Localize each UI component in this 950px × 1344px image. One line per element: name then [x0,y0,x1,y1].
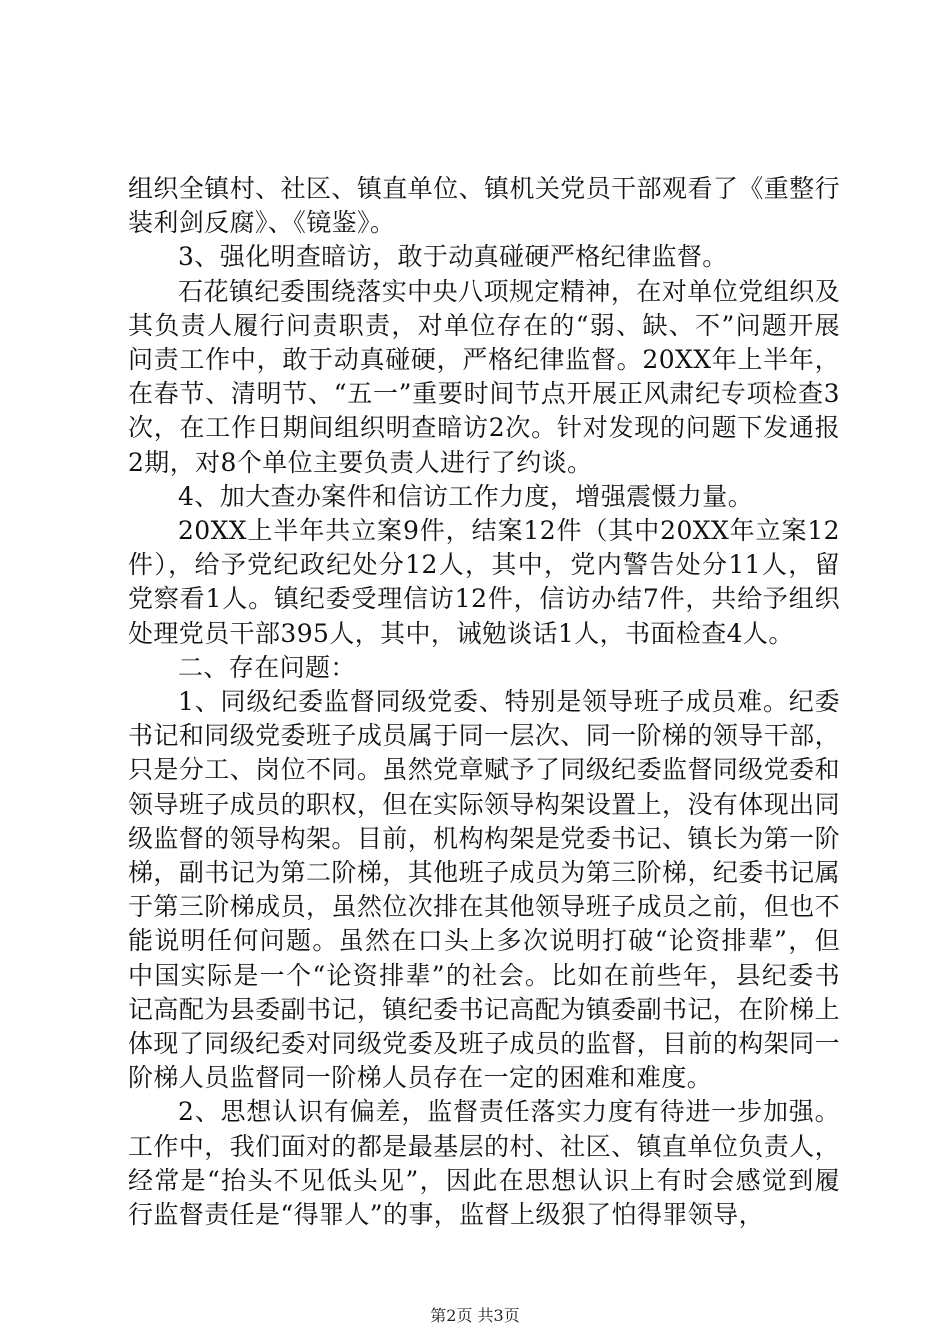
paragraph: 1、同级纪委监督同级党委、特别是领导班子成员难。纪委书记和同级党委班子成员属于同一层次、同一阶梯的领导干部，只是分工、岗位不同。虽然党章赋予了同级纪委监督同级党委和领导班子成员的职权，但在实际领导构架设置上，没有体现出同级监督的领导构架。目前，机构构架是党委书记、镇长为第一阶梯，副书记为第二阶梯，其他班子成员为第三阶梯，纪委书记属于第三阶梯成员，虽然位次排在其他领导班子成员之前，但也不能说明任何问题。虽然在口头上多次说明打破“论资排辈”，但中国实际是一个“论资排辈”的社会。比如在前些年，县纪委书记高配为县委副书记，镇纪委书记高配为镇委副书记，在阶梯上体现了同级纪委对同级党委及班子成员的监督，目前的构架同一阶梯人员监督同一阶梯人员存在一定的困难和难度。 [128,687,840,1093]
document-body [128,172,840,1232]
paragraph: 20XX上半年共立案9件，结案12件（其中20XX年立案12件），给予党纪政纪处分12人，其中，党内警告处分11人，留党察看1人。镇纪委受理信访12件，信访办结7件，共给予组织处理党员干部395人，其中，诫勉谈话1人，书面检查4人。 [128,516,840,648]
paragraph: 二、存在问题： [178,652,356,682]
paragraph: 石花镇纪委围绕落实中央八项规定精神，在对单位党组织及其负责人履行问责职责，对单位存在的“弱、缺、不”问题开展问责工作中，敢于动真碰硬，严格纪律监督。20XX年上半年，在春节、清明节、“五一”重要时间节点开展正风肃纪专项检查3次，在工作日期间组织明查暗访2次。针对发现的问题下发通报2期，对8个单位主要负责人进行了约谈。 [128,276,840,477]
paragraph: 2、思想认识有偏差，监督责任落实力度有待进一步加强。工作中，我们面对的都是最基层的村、社区、镇直单位负责人，经常是“抬头不见低头见”，因此在思想认识上有时会感觉到履行监督责任是“得罪人”的事，监督上级狠了怕得罪领导， [128,1097,840,1230]
paragraph: 组织全镇村、社区、镇直单位、镇机关党员干部观看了《重整行装利剑反腐》、《镜鉴》。 [128,174,840,238]
paragraph: 4、加大查办案件和信访工作力度，增强震慑力量。 [178,481,754,511]
page-footer: 第2页 共3页 [430,1306,520,1325]
paragraph: 3、强化明查暗访，敢于动真碰硬严格纪律监督。 [178,242,728,272]
